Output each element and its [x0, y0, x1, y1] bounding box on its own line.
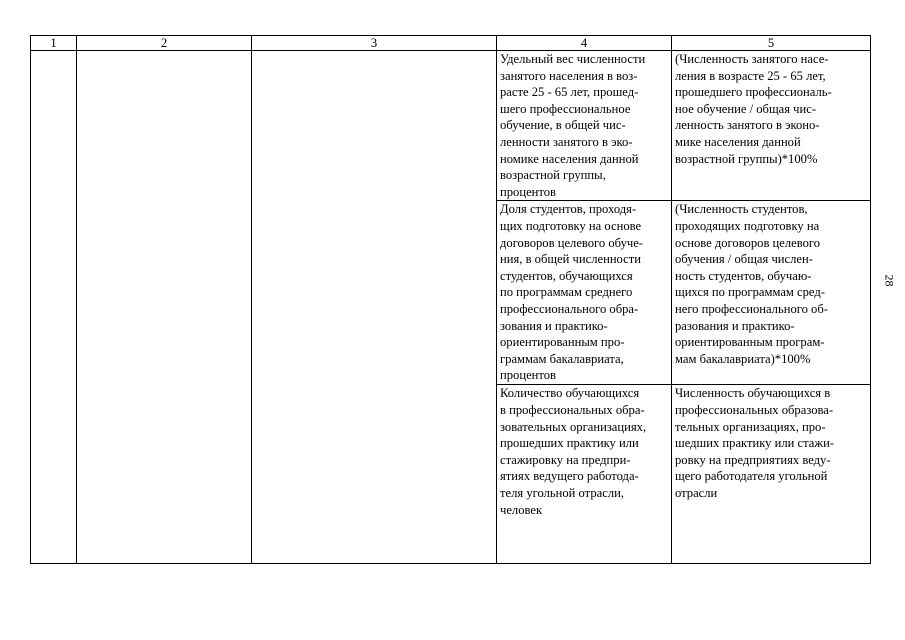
formula-cell: (Численность занятого насе- ления в возрасте 25 - 65 лет, прошедшего профессиональ- ное обучение / общая чис- ленность занятого в эконо- мике населения данной возрастной группы)*100% [672, 51, 871, 201]
header-col-2: 2 [77, 36, 252, 51]
formula-cell: Численность обучающихся в профессиональных образова- тельных организациях, про- шедших практику или стажи- ровку на предприятиях веду- щего работодателя угольной отрасли [672, 385, 871, 564]
formula-cell: (Численность студентов, проходящих подготовку на основе договоров целевого обучения / общая числен- ность студентов, обучаю- щихся по программам сред- него профессионального об- разования и практико- ориентированным програм- мам бакалавриата)*100% [672, 201, 871, 385]
header-col-1: 1 [31, 36, 77, 51]
header-col-4: 4 [497, 36, 672, 51]
cell-col-1 [31, 51, 77, 564]
header-col-5: 5 [672, 36, 871, 51]
header-col-3: 3 [252, 36, 497, 51]
indicator-cell: Количество обучающихся в профессиональных обра- зовательных организациях, прошедших практику или стажировку на предпри- ятиях ведущего работода- теля угольной отрасли, человек [497, 385, 672, 564]
cell-col-2 [77, 51, 252, 564]
cell-col-3 [252, 51, 497, 564]
page-number: 28 [882, 274, 897, 287]
document-table [30, 35, 871, 564]
header-row [31, 36, 871, 51]
table-row [31, 51, 871, 201]
indicator-cell: Доля студентов, проходя- щих подготовку на основе договоров целевого обуче- ния, в общей численности студентов, обучающихся по программам среднего профессионального обра- зования и практико- ориентированным про- граммам бакалавриата, процентов [497, 201, 672, 385]
indicator-cell: Удельный вес численности занятого населения в воз- расте 25 - 65 лет, прошед- шего профессиональное обучение, в общей чис- ленности занятого в эко- номике населения данной возрастной группы, процентов [497, 51, 672, 201]
